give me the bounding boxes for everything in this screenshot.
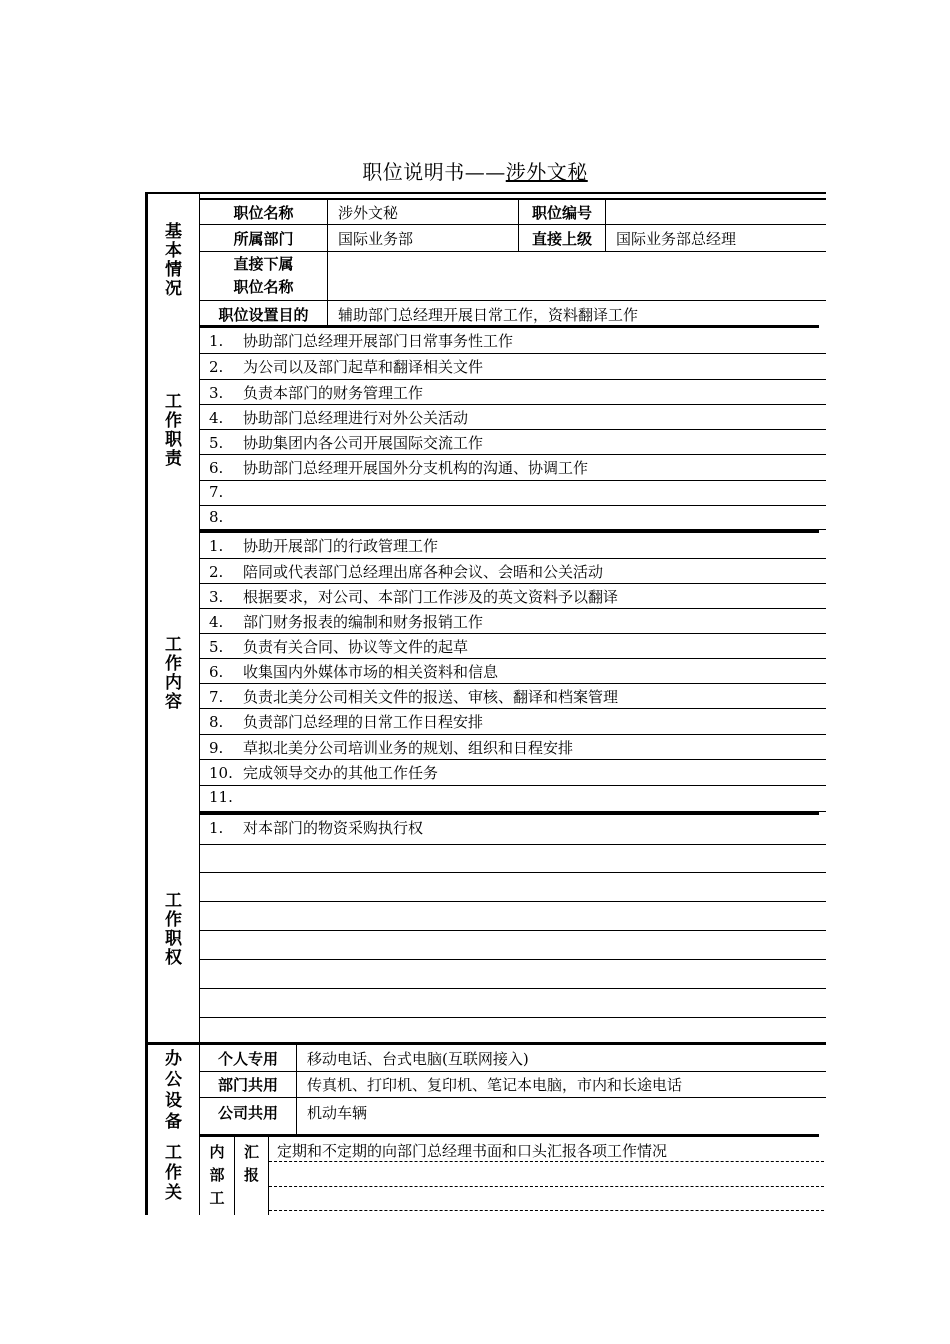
duties-label: 工作职责: [148, 328, 200, 533]
list-item: 8.: [200, 506, 826, 530]
list-item: 6. 协助部门总经理开展国外分支机构的沟通、协调工作: [200, 455, 826, 481]
document-title: 职位说明书——涉外文秘: [362, 160, 588, 184]
list-item: 3. 根据要求，对公司、本部门工作涉及的英文资料予以翻译: [200, 584, 826, 609]
list-item: [200, 902, 826, 931]
list-item: 9. 草拟北美分公司培训业务的规划、组织和日程安排: [200, 735, 826, 760]
field-row-purpose: 职位设置目的 辅助部门总经理开展日常工作，资料翻译工作: [200, 301, 826, 327]
list-item: 2. 陪同或代表部门总经理出席各种会议、会晤和公关活动: [200, 559, 826, 584]
list-item: 5. 负责有关合同、协议等文件的起草: [200, 634, 826, 659]
relations-section: [148, 1137, 826, 1215]
job-description-form: [145, 192, 826, 1215]
basic-info-label: 基本情况: [148, 194, 200, 328]
equipment-label: 办公设备: [148, 1045, 200, 1137]
list-item: 1. 协助部门总经理开展部门日常事务性工作: [200, 328, 826, 354]
authority-label: 工作职权: [148, 815, 200, 1045]
report-text: 定期和不定期的向部门总经理书面和口头汇报各项工作情况: [277, 1142, 668, 1160]
list-item: 3. 负责本部门的财务管理工作: [200, 380, 826, 405]
list-item: [200, 931, 826, 960]
list-item: 7. 负责北美分公司相关文件的报送、审核、翻译和档案管理: [200, 684, 826, 709]
list-item: [200, 989, 826, 1018]
position-name-title: 涉外文秘: [505, 160, 588, 184]
list-item: 7.: [200, 481, 826, 506]
basic-info-section: [148, 194, 826, 328]
field-row-dept: 所属部门 国际业务部 直接上级 国际业务部总经理: [200, 225, 826, 252]
list-item: 8. 负责部门总经理的日常工作日程安排: [200, 709, 826, 735]
relations-label: 工作关: [148, 1137, 200, 1215]
field-row-subordinate: 直接下属 职位名称: [200, 252, 826, 301]
duties-section: [148, 328, 826, 533]
internal-label: 内部工: [200, 1137, 235, 1215]
list-item: [200, 960, 826, 989]
list-item: 5. 协助集团内各公司开展国际交流工作: [200, 430, 826, 455]
list-item: 11.: [200, 786, 826, 812]
field-row-title: 职位名称 涉外文秘 职位编号: [200, 198, 826, 225]
equipment-section: 办公设备 个人专用 移动电话、台式电脑(互联网接入) 部门共用 传真机、打印机、复印机、笔记本电脑，市内和长途电话 公司共用 机动车辆: [148, 1045, 826, 1137]
list-item: [200, 873, 826, 902]
list-item: [200, 1018, 826, 1043]
list-item: 1. 对本部门的物资采购执行权: [200, 815, 826, 845]
list-item: 4. 部门财务报表的编制和财务报销工作: [200, 609, 826, 634]
content-label: 工作内容: [148, 533, 200, 815]
report-label: 汇报: [235, 1137, 269, 1215]
list-item: 10. 完成领导交办的其他工作任务: [200, 760, 826, 786]
list-item: 6. 收集国内外媒体市场的相关资料和信息: [200, 659, 826, 684]
list-item: [200, 845, 826, 873]
authority-section: [148, 815, 826, 1045]
content-section: [148, 533, 826, 815]
list-item: 1. 协助开展部门的行政管理工作: [200, 533, 826, 559]
list-item: 4. 协助部门总经理进行对外公关活动: [200, 405, 826, 430]
list-item: 2. 为公司以及部门起草和翻译相关文件: [200, 354, 826, 380]
